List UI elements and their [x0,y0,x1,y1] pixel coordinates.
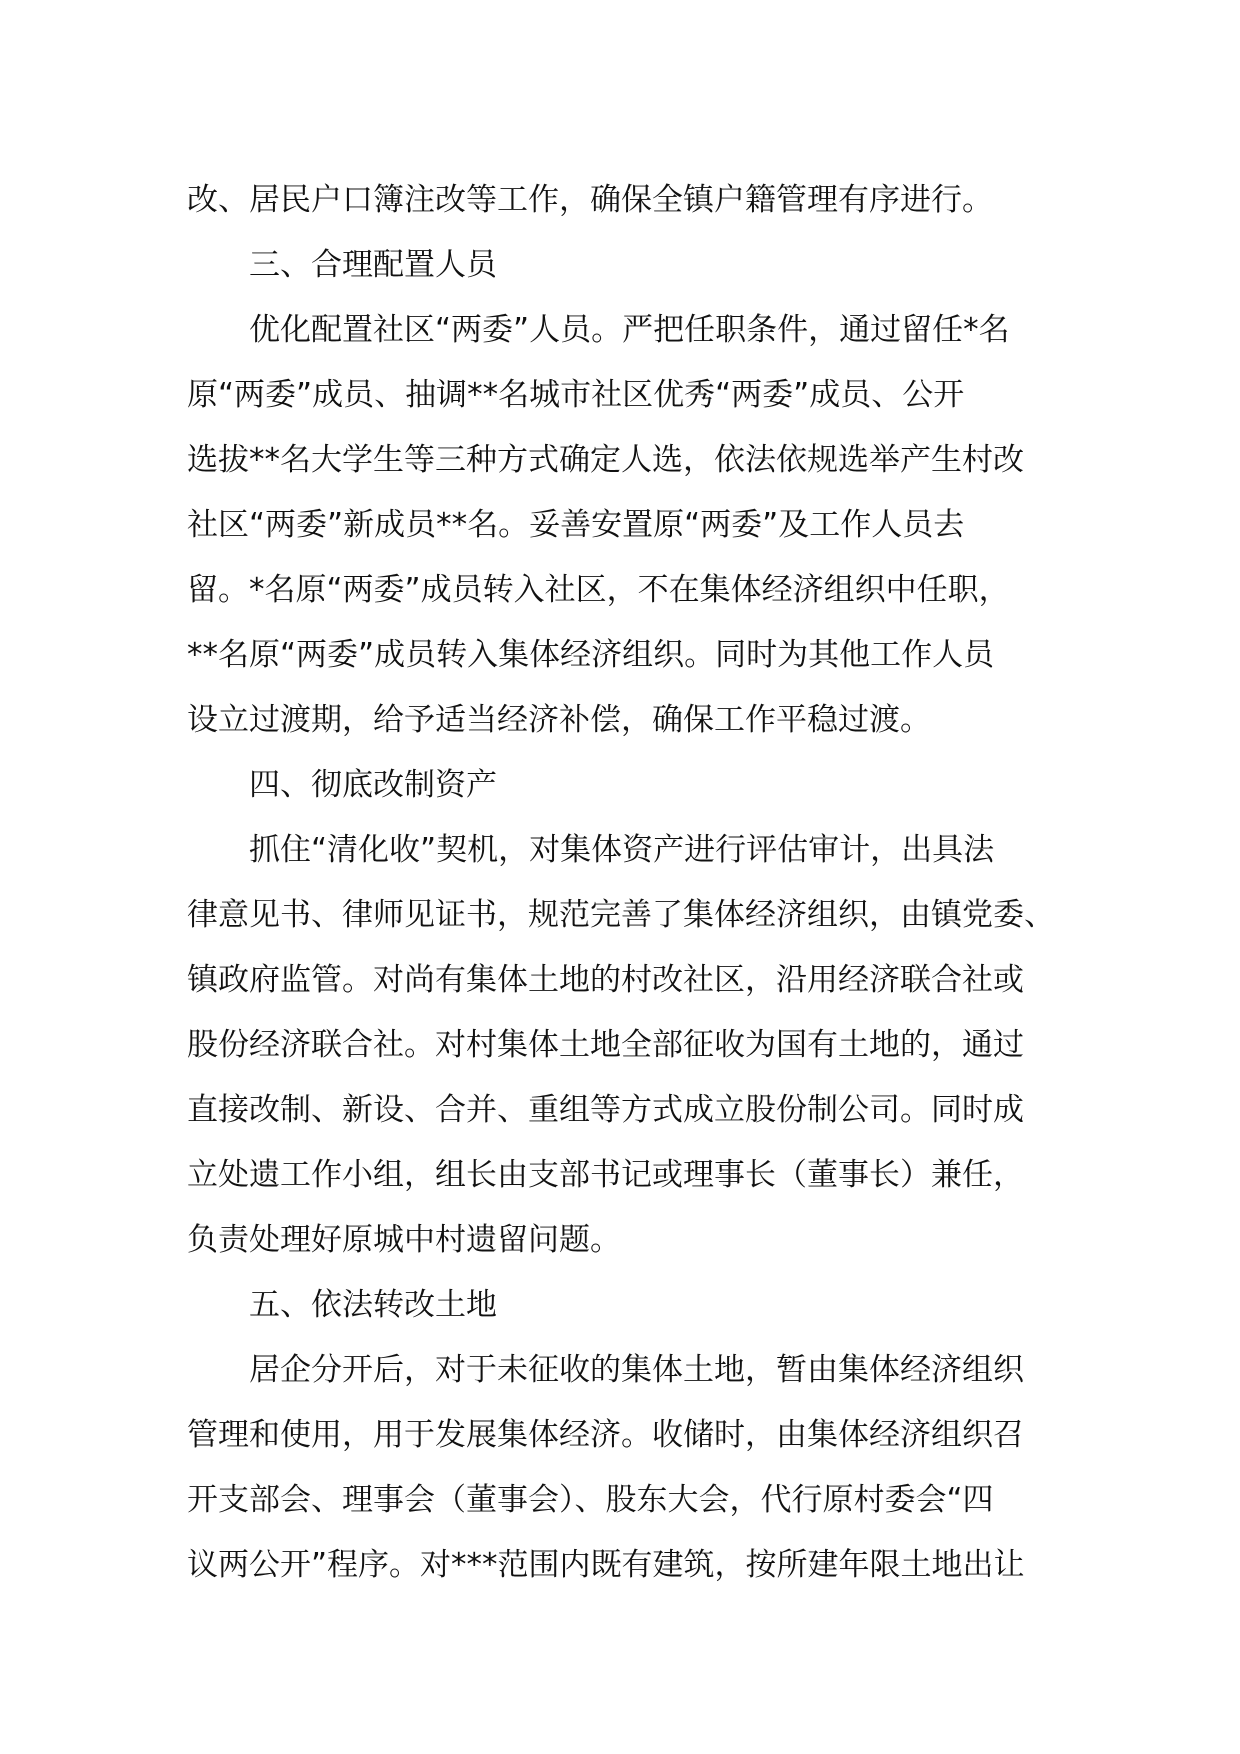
text-line: 直接改制、新设、合并、重组等方式成立股份制公司。同时成 [187,1092,1024,1128]
section-heading: 四、彻底改制资产 [249,767,497,803]
text-line: 议两公开”程序。对***范围内既有建筑，按所建年限土地出让 [187,1547,1025,1583]
text-line: 原“两委”成员、抽调**名城市社区优秀“两委”成员、公开 [187,377,965,413]
text-line: 律意见书、律师见证书，规范完善了集体经济组织，由镇党委、 [187,897,1055,933]
section-heading: 三、合理配置人员 [249,247,497,283]
text-line: 设立过渡期，给予适当经济补偿，确保工作平稳过渡。 [187,702,931,738]
text-line: 立处遗工作小组，组长由支部书记或理事长（董事长）兼任， [187,1157,1024,1193]
section-heading: 五、依法转改土地 [249,1287,497,1323]
text-line: 选拔**名大学生等三种方式确定人选，依法依规选举产生村改 [187,442,1024,478]
text-line: 开支部会、理事会（董事会）、股东大会，代行原村委会“四 [187,1482,994,1518]
text-line: 负责处理好原城中村遗留问题。 [187,1222,621,1258]
text-line: 股份经济联合社。对村集体土地全部征收为国有土地的，通过 [187,1027,1024,1063]
text-line: 留。*名原“两委”成员转入社区，不在集体经济组织中任职， [187,572,1010,608]
text-line: 管理和使用，用于发展集体经济。收储时，由集体经济组织召 [187,1417,1024,1453]
text-line: 社区“两委”新成员**名。妥善安置原“两委”及工作人员去 [187,507,965,543]
text-line: 改、居民户口簿注改等工作，确保全镇户籍管理有序进行。 [187,182,993,218]
document-body [187,168,1067,1598]
text-line: 抓住“清化收”契机，对集体资产进行评估审计，出具法 [249,832,995,868]
text-line: **名原“两委”成员转入集体经济组织。同时为其他工作人员 [187,637,995,673]
text-line: 优化配置社区“两委”人员。严把任职条件，通过留任*名 [249,312,1010,348]
text-line: 镇政府监管。对尚有集体土地的村改社区，沿用经济联合社或 [187,962,1024,998]
text-line: 居企分开后，对于未征收的集体土地，暂由集体经济组织 [249,1352,1024,1388]
